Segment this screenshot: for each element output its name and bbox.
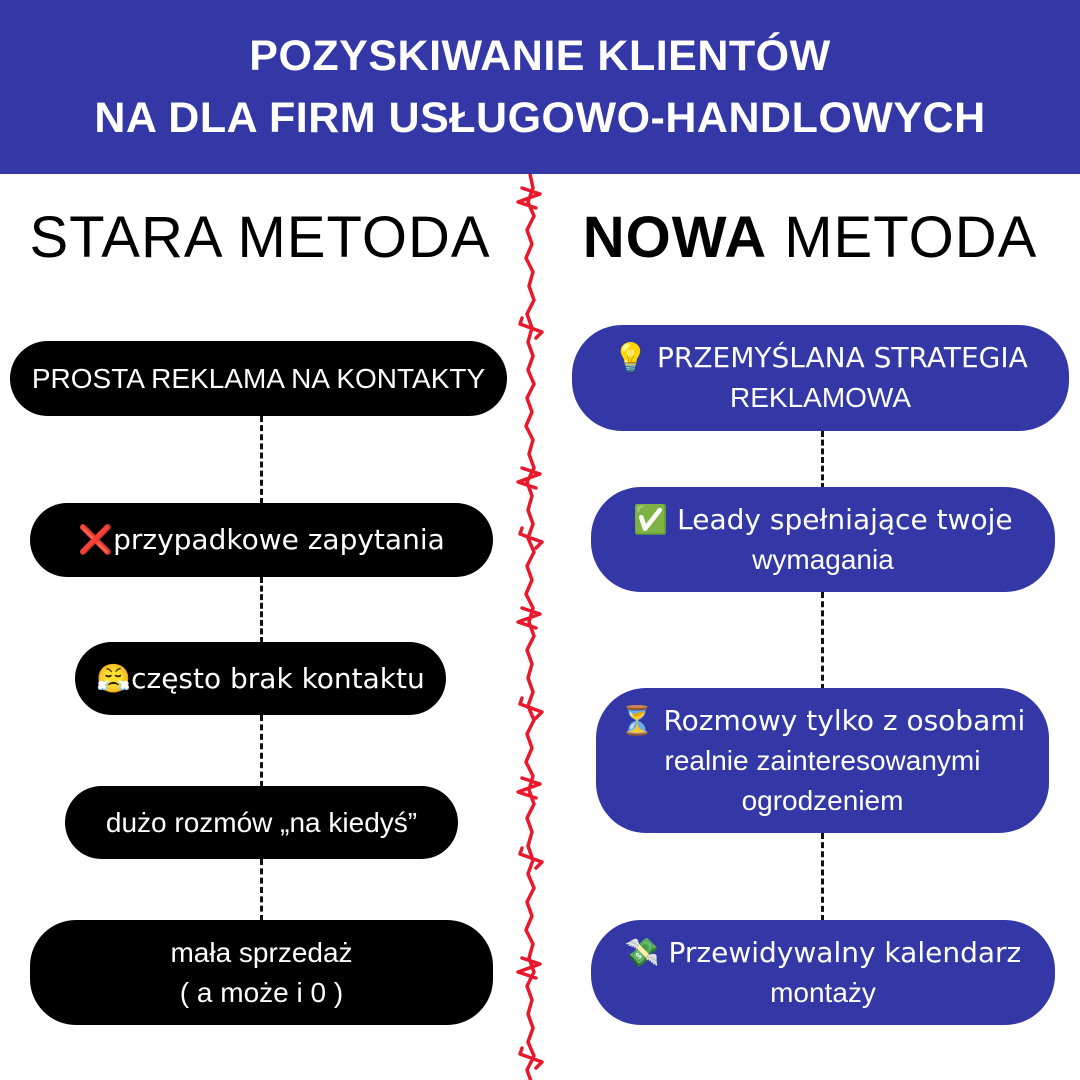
- new-method-title-bold: NOWA: [582, 205, 768, 270]
- new-item-strategy: 💡 PRZEMYŚLANA STRATEGIA REKLAMOWA: [572, 325, 1069, 431]
- old-item-random-inquiries: [30, 503, 493, 577]
- new-connector: [821, 431, 824, 489]
- old-connector: [260, 859, 263, 921]
- hourglass-icon: ⏳ Rozmowy tylko z osobami: [619, 703, 1026, 737]
- new-item-quality-leads: ✅ Leady spełniające twoje wymagania: [591, 487, 1055, 592]
- angry-face-icon: 😤często brak kontaktu: [96, 661, 425, 695]
- old-item-low-sales: mała sprzedaż ( a może i 0 ): [30, 920, 493, 1025]
- new-connector: [821, 833, 824, 921]
- old-item-simple-ads: PROSTA REKLAMA NA KONTAKTY: [10, 341, 507, 416]
- money-wings-icon: 💸 Przewidywalny kalendarz: [624, 935, 1022, 969]
- page-header: [0, 0, 1080, 174]
- old-connector: [260, 715, 263, 787]
- old-item-someday-talks: dużo rozmów „na kiedyś”: [65, 786, 458, 859]
- lightbulb-icon: 💡 PRZEMYŚLANA STRATEGIA: [613, 341, 1028, 374]
- cross-mark-icon: ❌przypadkowe zapytania: [78, 523, 445, 556]
- new-item-predictable-calendar: 💸 Przewidywalny kalendarz montaży: [591, 920, 1055, 1025]
- new-method-title: [545, 198, 1075, 278]
- old-connector: [260, 577, 263, 643]
- check-mark-icon: ✅ Leady spełniające twoje: [633, 502, 1013, 536]
- old-item-no-contact: [75, 642, 446, 715]
- old-method-title: STARA METODA: [29, 205, 491, 270]
- zigzag-divider: [500, 174, 560, 1080]
- new-connector: [821, 592, 824, 690]
- new-method-title-rest: METODA: [767, 205, 1038, 270]
- old-connector: [260, 416, 263, 504]
- header-title-line-1: POZYSKIWANIE KLIENTÓW: [249, 32, 831, 80]
- new-item-interested-talks: ⏳ Rozmowy tylko z osobami realnie zainteresowanymi ogrodzeniem: [596, 688, 1049, 833]
- header-title-line-2: NA DLA FIRM USŁUGOWO-HANDLOWYCH: [94, 94, 986, 142]
